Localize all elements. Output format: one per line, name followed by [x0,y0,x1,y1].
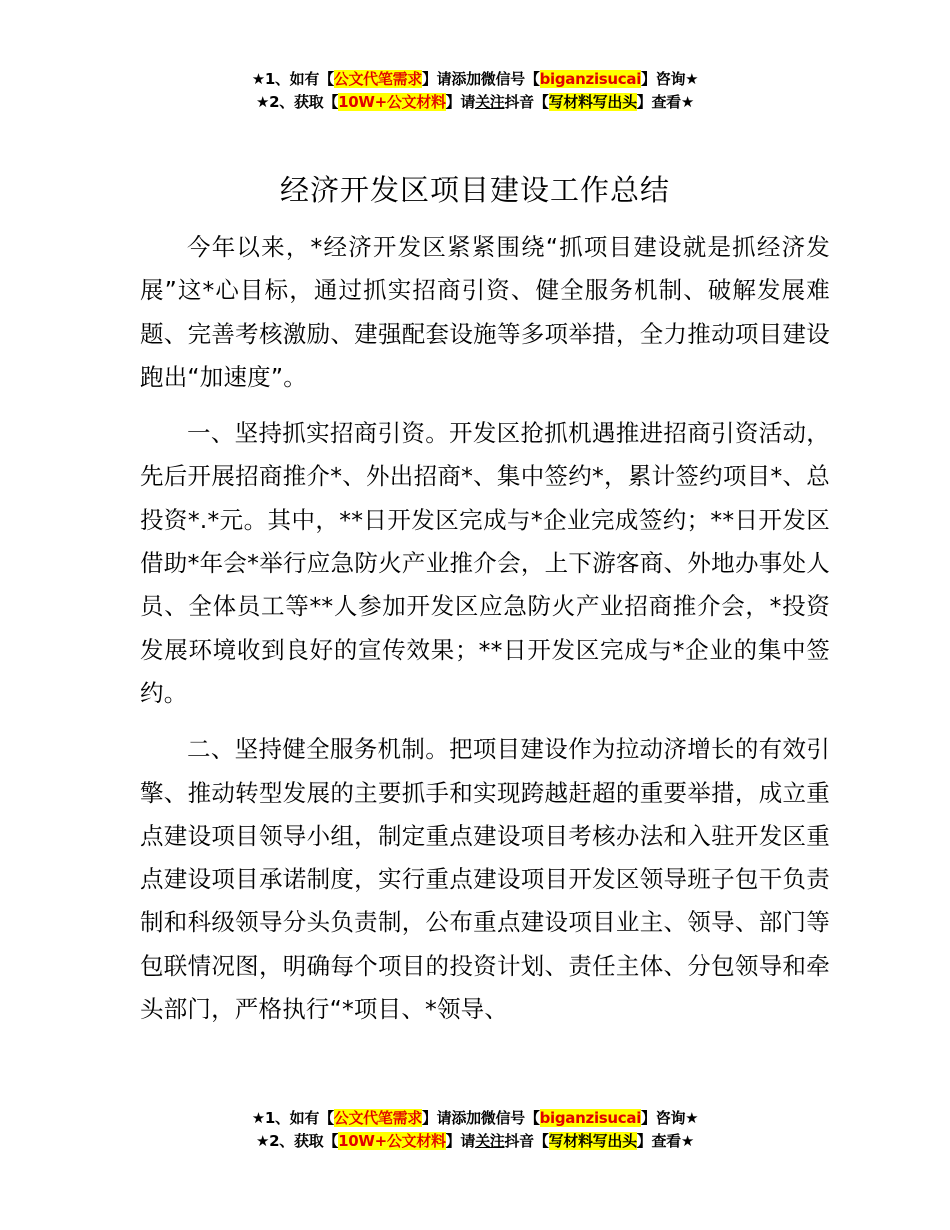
banner-highlight-writing-service: 公文代笔需求 [333,70,422,88]
document-title: 经济开发区项目建设工作总结 [279,173,670,207]
banner-highlight-douyin-account: 写材料写出头 [548,93,637,111]
footer-banner-line-2 [0,1130,950,1153]
paragraph-intro: 今年以来，*经济开发区紧紧围绕“抓项目建设就是抓经济发展”这*心目标，通过抓实招商引资、健全服务机制、破解发展难题、完善考核激励、建强配套设施等多项举措，全力推动项目建设跑出“加速度”。 [140,233,830,391]
footer-line-1-middle: 】请添加微信号【 [421,1109,540,1127]
banner-line-1 [0,68,950,91]
header-banner [0,68,950,114]
paragraph-investment: 一、坚持抓实招商引资。开发区抢抓机遇推进招商引资活动，先后开展招商推介*、外出招商*、集中签约*，累计签约项目*、总投资*.*元。其中，**日开发区完成与*企业完成签约；**日开发区借助*年会*举行应急防火产业推介会，上下游客商、外地办事处人员、全体员工等**人参加开发区应急防火产业招商推介会，*投资发展环境收到良好的宣传效果；**日开发区完成与*企业的集中签约。 [140,419,830,707]
footer-line-2-middle: 】请 [445,1132,476,1150]
banner-highlight-wechat-id: biganzisucai [539,70,642,88]
footer-line-1-suffix: 】咨询★ [641,1109,699,1127]
footer-follow-text: 关注 [475,1132,505,1150]
banner-line-2-middle-2: 抖音【 [504,93,549,111]
footer-banner-line-1 [0,1107,950,1130]
paragraph-service-mechanism: 二、坚持健全服务机制。把项目建设作为拉动济增长的有效引擎、推动转型发展的主要抓手和实现跨越赶超的重要举措，成立重点建设项目领导小组，制定重点建设项目考核办法和入驻开发区重点建设项目承诺制度，实行重点建设项目开发区领导班子包干负责制和科级领导分头负责制，公布重点建设项目业主、领导、部门等包联情况图，明确每个项目的投资计划、责任主体、分包领导和牵头部门，严格执行“*项目、*领导、 [140,735,830,1024]
banner-line-1-suffix: 】咨询★ [641,70,699,88]
footer-highlight-writing-service: 公文代笔需求 [333,1109,422,1127]
banner-line-1-prefix: ★1、如有【 [251,70,334,88]
footer-banner [0,1107,950,1153]
banner-line-2 [0,91,950,114]
banner-follow-text: 关注 [475,93,505,111]
banner-line-2-prefix: ★2、获取【 [255,93,339,111]
footer-highlight-materials: 10W+公文材料 [338,1132,446,1150]
footer-highlight-douyin-account: 写材料写出头 [548,1132,637,1150]
footer-line-2-suffix: 】查看★ [636,1132,695,1150]
banner-line-2-middle: 】请 [445,93,476,111]
footer-highlight-wechat-id: biganzisucai [539,1109,642,1127]
footer-line-1-prefix: ★1、如有【 [251,1109,334,1127]
banner-line-1-middle: 】请添加微信号【 [421,70,540,88]
banner-highlight-materials: 10W+公文材料 [338,93,446,111]
document-body [140,226,830,1044]
banner-line-2-suffix: 】查看★ [636,93,695,111]
footer-line-2-middle-2: 抖音【 [504,1132,549,1150]
footer-line-2-prefix: ★2、获取【 [255,1132,339,1150]
